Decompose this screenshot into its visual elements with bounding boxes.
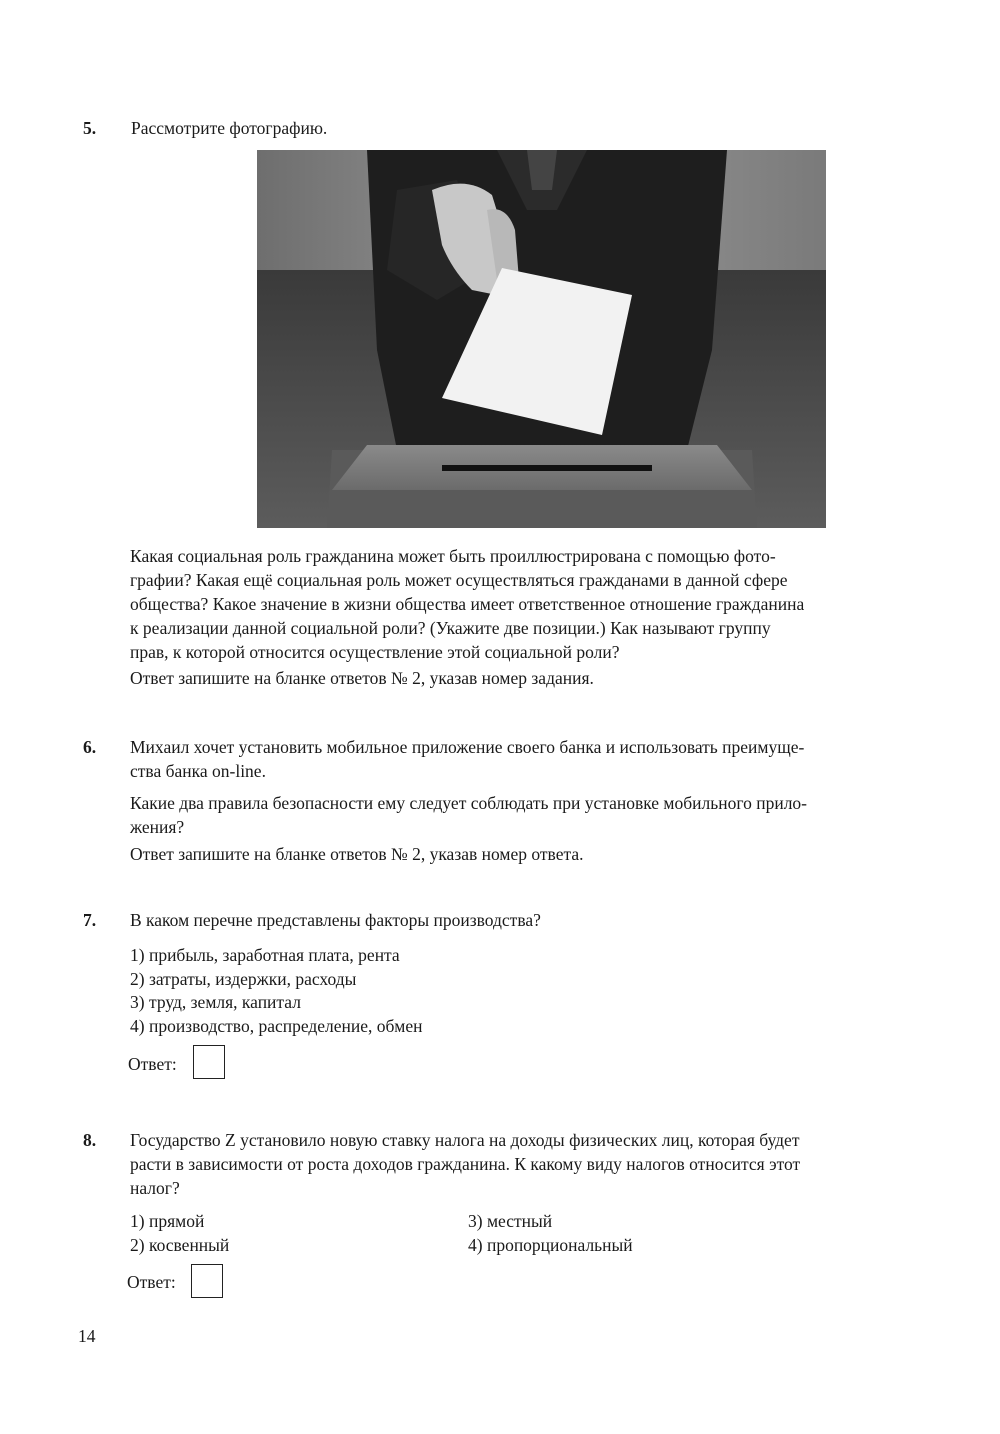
task-5-question-line-4: к реализации данной социальной роли? (Укажите две позиции.) Как называют группу <box>130 618 771 638</box>
task-5-question-line-5: прав, к которой относится осуществление этой социальной роли? <box>130 642 620 662</box>
task-6-line-4: жения? <box>130 817 185 837</box>
task-7-answer-label: Ответ: <box>128 1054 177 1074</box>
task-7-option-4: 4) производство, распределение, обмен <box>130 1016 423 1036</box>
task-7-option-2: 2) затраты, издержки, расходы <box>130 969 357 989</box>
task-7-option-1: 1) прибыль, заработная плата, рента <box>130 945 400 965</box>
task-5-question-line-1: Какая социальная роль гражданина может быть проиллюстрирована с помощью фото- <box>130 546 776 566</box>
task-5-question-line-3: общества? Какое значение в жизни общества имеет ответственное отношение гражданина <box>130 594 805 614</box>
task-5-instruction: Ответ запишите на бланке ответов № 2, указав номер задания. <box>130 668 594 688</box>
task-6-number: 6. <box>83 737 97 757</box>
task-8-option-4: 4) пропорциональный <box>468 1235 633 1255</box>
task-6-line-3: Какие два правила безопасности ему следует соблюдать при установке мобильного прило- <box>130 793 808 813</box>
task-8-option-1: 1) прямой <box>130 1211 205 1231</box>
task-8-answer-box[interactable] <box>191 1264 223 1298</box>
task-7-answer-box[interactable] <box>193 1045 225 1079</box>
task-8-question-line-3: налог? <box>130 1178 180 1198</box>
task-8-question-line-2: расти в зависимости от роста доходов гражданина. К какому виду налогов относится этот <box>130 1154 801 1174</box>
task-6-line-1: Михаил хочет установить мобильное приложение своего банка и использовать преимуще- <box>130 737 805 757</box>
task-5-question-line-2: графии? Какая ещё социальная роль может осуществляться гражданами в данной сфере <box>130 570 788 590</box>
task-8-answer-label: Ответ: <box>127 1272 176 1292</box>
task-8-option-2: 2) косвенный <box>130 1235 230 1255</box>
task-6-instruction: Ответ запишите на бланке ответов № 2, указав номер ответа. <box>130 844 584 864</box>
task-8-question-line-1: Государство Z установило новую ставку налога на доходы физических лиц, которая будет <box>130 1130 800 1150</box>
task-7-option-3: 3) труд, земля, капитал <box>130 992 301 1012</box>
ballot-box-photo <box>257 150 826 528</box>
task-5-intro: Рассмотрите фотографию. <box>131 118 328 138</box>
task-7-question: В каком перечне представлены факторы производства? <box>130 910 541 930</box>
task-6-line-2: ства банка on-line. <box>130 761 266 781</box>
task-5-number: 5. <box>83 118 97 138</box>
task-7-number: 7. <box>83 910 97 930</box>
task-8-number: 8. <box>83 1130 97 1150</box>
page-number: 14 <box>78 1326 96 1346</box>
task-8-option-3: 3) местный <box>468 1211 553 1231</box>
